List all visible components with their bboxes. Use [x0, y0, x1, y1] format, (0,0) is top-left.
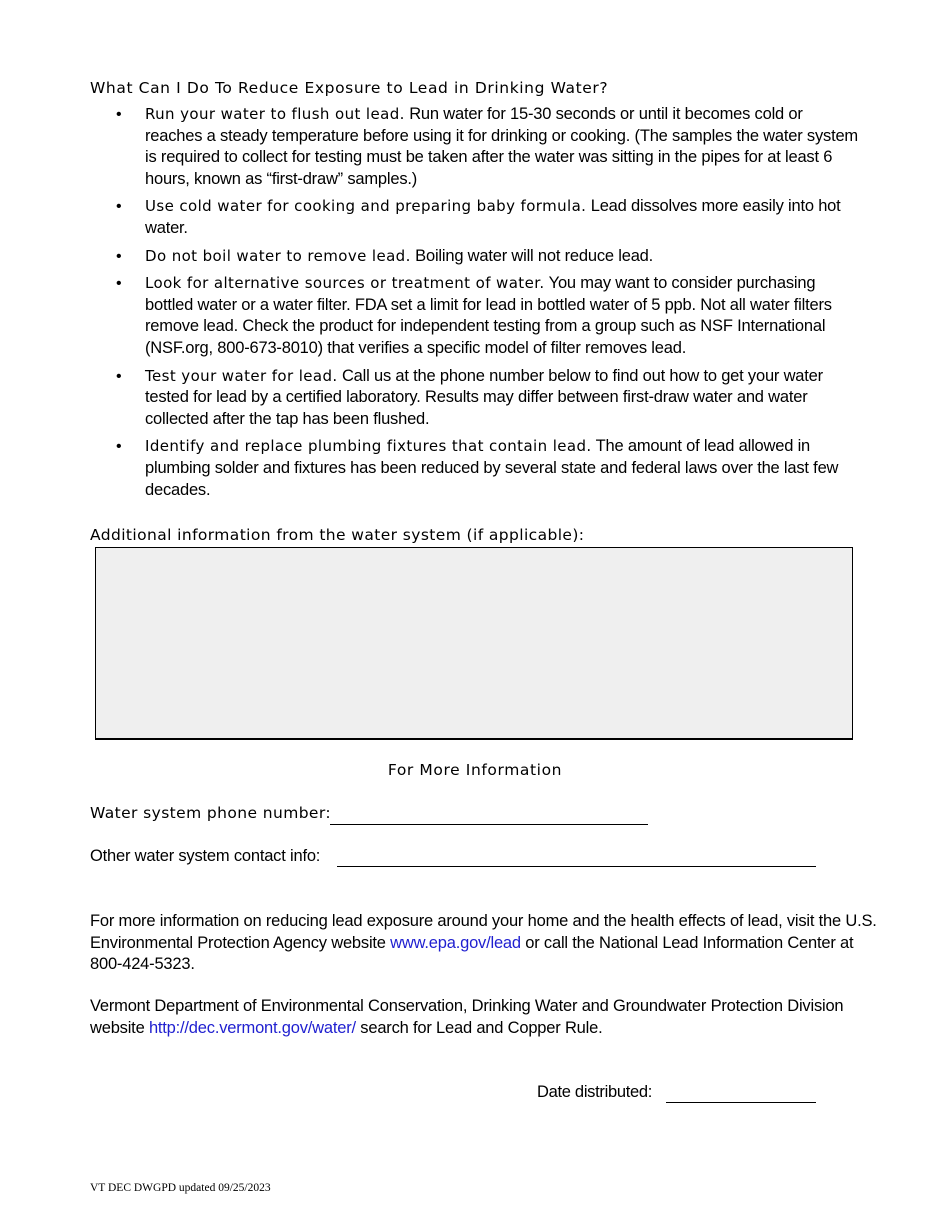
bullet-icon: • [116, 275, 122, 293]
list-item [90, 273, 862, 359]
list-item [90, 436, 862, 501]
tip-text: Boiling water will not reduce lead. [410, 246, 654, 265]
tip-text: The amount of lead allowed in plumbing solder and fixtures has been reduced by several state and federal laws over the last few decades. [145, 437, 839, 499]
epa-text-before: For more information on reducing lead exposure around your home and the health effects of lead, visit the U.S. Environmental Protection Agency website [90, 912, 877, 952]
epa-link[interactable]: www.epa.gov/lead [390, 933, 521, 952]
list-item [90, 246, 862, 268]
vermont-text-after: search for Lead and Copper Rule. [355, 1018, 603, 1037]
phone-label: Water system phone number: [90, 804, 331, 822]
date-distributed-label: Date distributed: [537, 1083, 653, 1101]
vermont-text-before: Vermont Department of Environmental Conservation, Drinking Water and Groundwater Protection Division website [90, 997, 844, 1037]
list-item [90, 366, 862, 431]
bullet-icon: • [116, 438, 122, 456]
tips-list [90, 104, 862, 507]
footer-text: VT DEC DWGPD updated 09/25/2023 [90, 1182, 271, 1194]
phone-field[interactable] [330, 824, 648, 825]
epa-text-after: or call the National Lead Information Center at 800-424-5323. [90, 933, 854, 974]
more-info-title: For More Information [387, 761, 563, 779]
additional-info-label: Additional information from the water system (if applicable): [90, 526, 585, 544]
bullet-icon: • [116, 198, 122, 216]
tip-lead: Look for alternative sources or treatment of water. [145, 274, 545, 293]
tip-lead: Use cold water for cooking and preparing baby formula. [145, 197, 587, 216]
date-distributed-field[interactable] [666, 1102, 816, 1103]
bullet-icon: • [116, 247, 122, 265]
tip-lead: Do not boil water to remove lead. [145, 246, 411, 265]
list-item [90, 196, 862, 239]
tip-text: Call us at the phone number below to find out how to get your water tested for lead by a certified laboratory. Results may differ between first-draw water and water collected after the tap has been flushed. [145, 366, 823, 428]
bullet-icon: • [116, 367, 122, 385]
tip-text: Run water for 15-30 seconds or until it becomes cold or reaches a steady temperature before using it for drinking or cooking. (The samples the water system is required to collect for testing must be taken after the water was sitting in the pipes for at least 6 hours, known as “first-draw” samples.) [145, 105, 858, 188]
additional-info-field[interactable] [95, 547, 853, 740]
epa-paragraph [90, 911, 880, 976]
section-heading: What Can I Do To Reduce Exposure to Lead in Drinking Water? [90, 79, 609, 97]
tip-lead: Run your water to flush out lead. [145, 105, 405, 123]
tip-text: Lead dissolves more easily into hot water. [145, 197, 841, 237]
vermont-paragraph [90, 996, 880, 1039]
list-item [90, 104, 862, 190]
bullet-icon: • [116, 106, 122, 123]
contact-field[interactable] [337, 866, 816, 867]
tip-text: You may want to consider purchasing bottled water or a water filter. FDA set a limit for lead in bottled water of 5 ppb. Not all water filters remove lead. Check the product for independent testing from a group such as NSF International (NSF.org, 800-673-8010) that verifies a specific model of filter removes lead. [145, 274, 832, 357]
contact-label: Other water system contact info: [90, 847, 321, 865]
tip-lead: Identify and replace plumbing fixtures that contain lead. [145, 437, 592, 456]
vermont-link[interactable]: http://dec.vermont.gov/water/ [148, 1018, 356, 1037]
tip-lead: Test your water for lead. [145, 366, 338, 385]
